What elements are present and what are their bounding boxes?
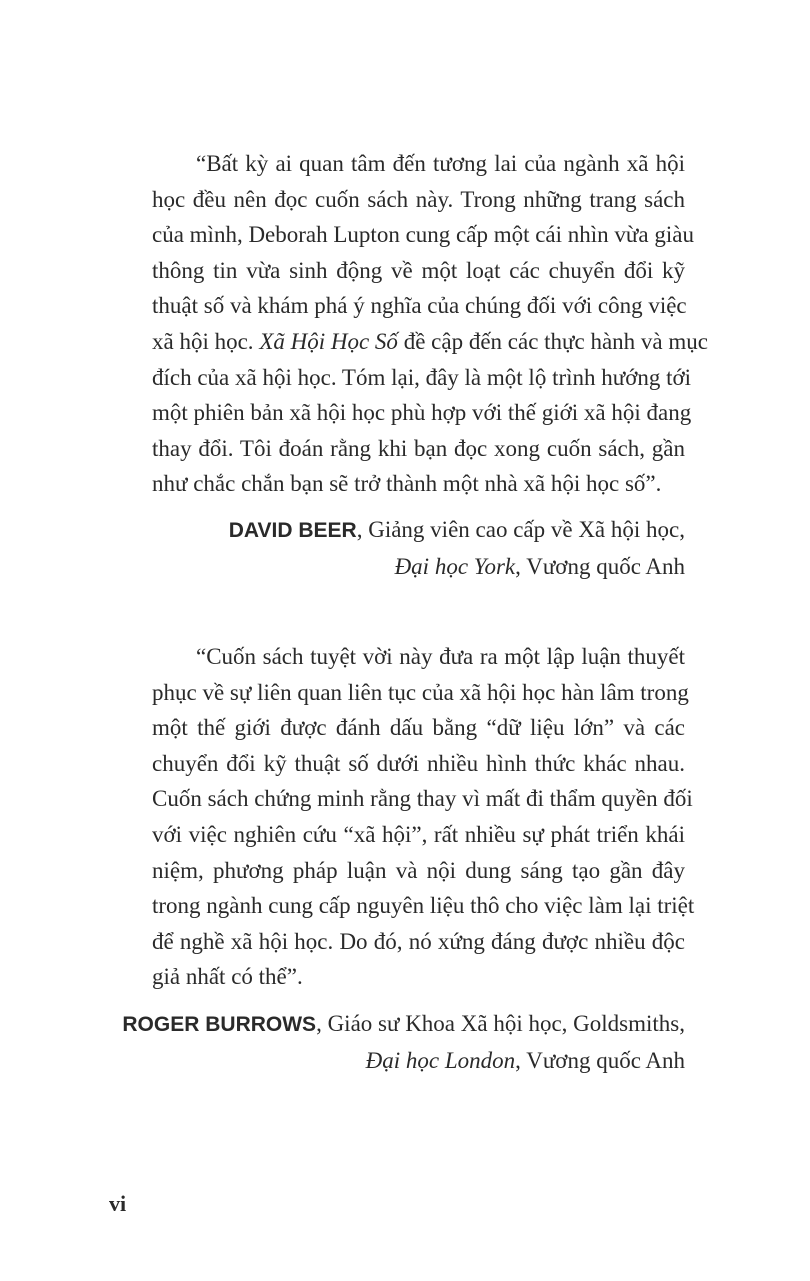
quote-line: niệm, phương pháp luận và nội dung sáng tạo gần đây: [152, 857, 685, 883]
endorser-role: , Giáo sư Khoa Xã hội học, Goldsmiths,: [316, 1011, 685, 1036]
quote-line: để nghề xã hội học. Do đó, nó xứng đáng được nhiều độc: [152, 928, 685, 954]
quote-line: của mình, Deborah Lupton cung cấp một cái nhìn vừa giàu: [152, 222, 694, 248]
quote-line: phục về sự liên quan liên tục của xã hội học hàn lâm trong: [152, 679, 689, 705]
quote-line: trong ngành cung cấp nguyên liệu thô cho việc làm lại triệt: [152, 893, 695, 919]
quote-line: một phiên bản xã hội học phù hợp với thế giới xã hội đang: [152, 400, 692, 426]
quote-line: giả nhất có thể”.: [152, 964, 303, 990]
endorser-name: ROGER BURROWS: [122, 1013, 317, 1036]
endorsement-quote-1: [152, 146, 708, 502]
quote-line: “Cuốn sách tuyệt vời này đưa ra một lập luận thuyết: [196, 644, 685, 669]
quote-line: Cuốn sách chứng minh rằng thay vì mất đi thẩm quyền đối: [152, 786, 693, 812]
endorsement-quote-2: [152, 639, 695, 995]
endorser-name: DAVID BEER: [228, 519, 357, 542]
quote-text: xã hội học.: [152, 328, 260, 354]
attribution-row: [122, 1043, 685, 1079]
quote-line: chuyển đổi kỹ thuật số dưới nhiều hình thức khác nhau.: [152, 750, 685, 776]
endorsement-attribution-1: [229, 512, 685, 584]
endorser-country: , Vương quốc Anh: [515, 1047, 685, 1073]
book-title: Xã Hội Học Số: [259, 328, 398, 354]
quote-line: với việc nghiên cứu “xã hội”, rất nhiều sự phát triển khái: [152, 821, 685, 847]
quote-line: như chắc chắn bạn sẽ trở thành một nhà xã hội học số”.: [152, 471, 662, 497]
endorser-role: , Giảng viên cao cấp về Xã hội học,: [356, 517, 685, 542]
quote-line: [152, 324, 708, 360]
endorsement-attribution-2: [122, 1006, 685, 1078]
endorser-institution: Đại học London: [365, 1047, 516, 1073]
attribution-row: [229, 549, 685, 585]
quote-line: thuật số và khám phá ý nghĩa của chúng đối với công việc: [152, 293, 687, 319]
quote-line: thay đổi. Tôi đoán rằng khi bạn đọc xong cuốn sách, gần: [152, 435, 685, 461]
endorser-country: , Vương quốc Anh: [515, 553, 685, 579]
attribution-row: [229, 512, 685, 549]
quote-text: đề cập đến các thực hành và mục: [397, 328, 708, 354]
page-number: vi: [109, 1191, 127, 1216]
quote-line: một thế giới được đánh dấu bằng “dữ liệu lớn” và các: [152, 715, 685, 741]
quote-line: “Bất kỳ ai quan tâm đến tương lai của ngành xã hội: [196, 151, 685, 176]
quote-line: học đều nên đọc cuốn sách này. Trong những trang sách: [152, 186, 685, 212]
quote-line: đích của xã hội học. Tóm lại, đây là một lộ trình hướng tới: [152, 364, 692, 390]
endorser-institution: Đại học York: [394, 553, 516, 579]
attribution-row: [122, 1006, 685, 1043]
quote-line: thông tin vừa sinh động về một loạt các chuyển đổi kỹ: [152, 257, 685, 283]
